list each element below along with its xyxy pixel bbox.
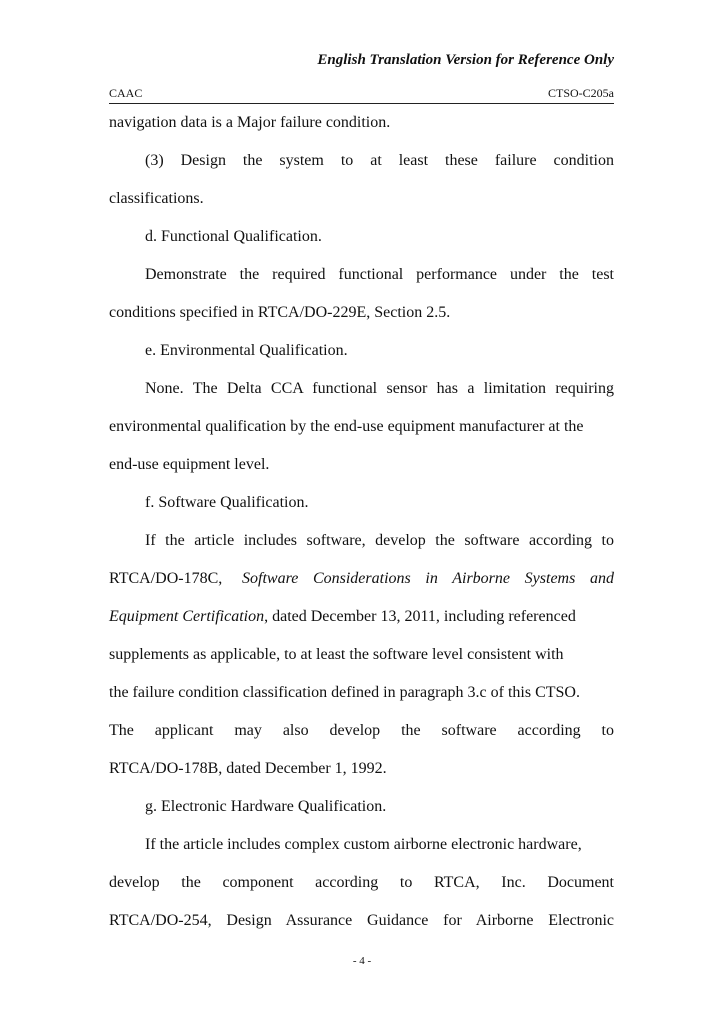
- body-line: develop the component according to RTCA, Inc. Document: [109, 874, 614, 891]
- header-authority: CAAC: [109, 86, 143, 100]
- body-text: , dated December 13, 2011, including referenced: [264, 608, 576, 625]
- section-heading: g. Electronic Hardware Qualification.: [145, 798, 387, 815]
- body-line: [109, 569, 614, 589]
- document-title-italic: Software Considerations in Airborne Systems and: [242, 570, 614, 587]
- body-line: end-use equipment level.: [109, 456, 270, 473]
- body-line: (3) Design the system to at least these failure condition: [145, 152, 614, 169]
- body-line: None. The Delta CCA functional sensor has a limitation requiring: [145, 380, 614, 397]
- body-line: environmental qualification by the end-use equipment manufacturer at the: [109, 418, 584, 435]
- header-document-id: CTSO-C205a: [548, 86, 614, 100]
- body-line: Demonstrate the required functional performance under the test: [145, 266, 614, 283]
- body-text: RTCA/DO-178C,: [109, 570, 223, 587]
- body-line: If the article includes software, develop the software according to: [145, 532, 614, 549]
- section-heading: d. Functional Qualification.: [145, 228, 322, 245]
- body-line: the failure condition classification defined in paragraph 3.c of this CTSO.: [109, 684, 580, 701]
- section-heading: e. Environmental Qualification.: [145, 342, 348, 359]
- body-line: If the article includes complex custom airborne electronic hardware,: [145, 836, 582, 853]
- body-line: RTCA/DO-178B, dated December 1, 1992.: [109, 760, 387, 777]
- document-title-italic: Equipment Certification: [109, 608, 265, 625]
- body-line: RTCA/DO-254, Design Assurance Guidance for Airborne Electronic: [109, 912, 614, 929]
- body-line: The applicant may also develop the software according to: [109, 722, 614, 739]
- page-number: - 4 -: [352, 955, 372, 967]
- header-rule: [109, 103, 614, 104]
- body-line: navigation data is a Major failure condition.: [109, 114, 391, 131]
- body-line: [109, 607, 614, 627]
- running-header: [109, 86, 614, 104]
- body-line: supplements as applicable, to at least the software level consistent with: [109, 646, 564, 663]
- body-line: conditions specified in RTCA/DO-229E, Section 2.5.: [109, 304, 451, 321]
- translation-banner: English Translation Version for Reference Only: [317, 52, 614, 68]
- body-line: classifications.: [109, 190, 204, 207]
- section-heading: f. Software Qualification.: [145, 494, 309, 511]
